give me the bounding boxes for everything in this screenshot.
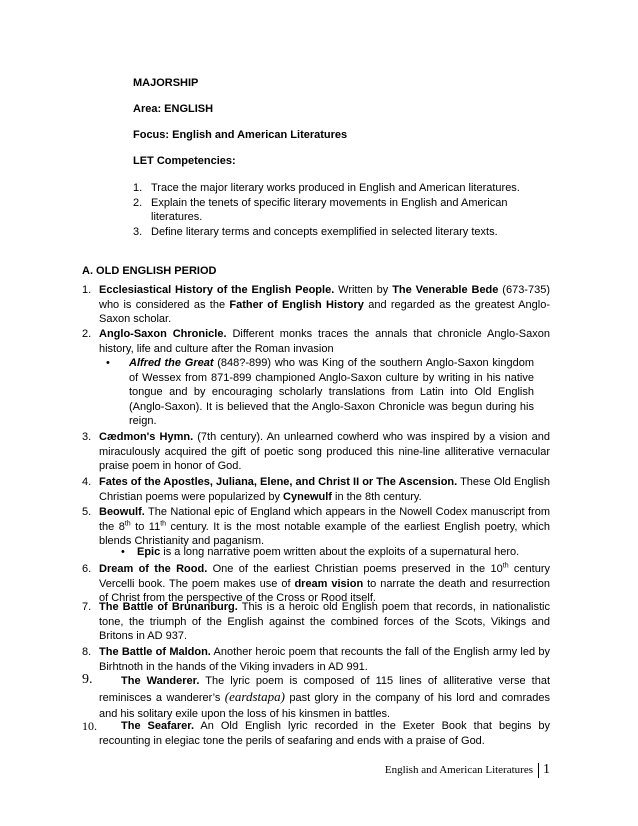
list-item: 7. The Battle of Brunanburg. This is a heroic old English poem that records, in nationalistic tone, the triumph of the English against the combined forces of the Scots, Vikings and Britons in AD 937.	[82, 601, 550, 642]
focus-heading: Focus: English and American Literatures	[133, 129, 348, 141]
list-item: 5. Beowulf. The National epic of England which appears in the Nowell Codex manuscript from the 8th to 11th century. It is the most notable example of the earliest English poetry, which blends Christianity and paganism.	[82, 506, 550, 547]
section-heading: A. OLD ENGLISH PERIOD	[82, 265, 217, 277]
list-item: 1. Ecclesiastical History of the English People. Written by The Venerable Bede (673-735) who is considered as the Father of English History and regarded as the greatest Anglo-Saxon scholar.	[82, 284, 550, 325]
let-competencies-heading: LET Competencies:	[133, 155, 236, 167]
area-heading: Area: ENGLISH	[133, 103, 214, 115]
list-item: 10. The Seafarer. An Old English lyric recorded in the Exeter Book that begins by recounting in elegiac tone the perils of seafaring and ends with a praise of God.	[82, 719, 551, 747]
list-item: 8. The Battle of Maldon. Another heroic poem that recounts the fall of the English army led by Birhtnoth in the hands of the Viking invaders in AD 991.	[82, 646, 550, 673]
list-item: 9. The Wanderer. The lyric poem is composed of 115 lines of alliterative verse that reminisces a wanderer’s (eardstapa) past glory in the company of his lord and comrades and his solitary exile upon the loss of his kinsmen in battles.	[82, 672, 551, 720]
bullet-item: • Epic is a long narrative poem written about the exploits of a supernatural hero.	[121, 546, 520, 558]
page-footer	[385, 763, 550, 778]
competencies-list	[133, 181, 553, 239]
list-item: 4. Fates of the Apostles, Juliana, Elene, and Christ II or The Ascension. These Old English Christian poems were popularized by Cynewulf in the 8th century.	[82, 476, 550, 503]
footer-title: English and American Literatures	[384, 764, 533, 777]
bullet-item: • Alfred the Great (848?-899) who was King of the southern Anglo-Saxon kingdom of Wessex from 871-899 championed Anglo-Saxon culture by writing in his native tongue and by encouraging scholarly translations from Latin into Old English (Anglo-Saxon). It is believed that the Anglo-Saxon Chronicle was begun during his reign.	[106, 357, 534, 427]
footer-divider	[538, 763, 539, 778]
list-item: 2. Anglo-Saxon Chronicle. Different monks traces the annals that chronicle Anglo-Saxon history, life and culture after the Roman invasion	[82, 328, 550, 355]
majorship-heading: MAJORSHIP	[133, 77, 199, 89]
list-item: 3. Cædmon's Hymn. (7th century). An unlearned cowherd who was inspired by a vision and miraculously acquired the gift of poetic song produced this nine-line alliterative vernacular praise poem in honor of God.	[82, 431, 550, 472]
page-number: 1	[543, 762, 550, 778]
competency-item: 1. Trace the major literary works produced in English and American literatures.	[133, 182, 520, 194]
competency-item: 2. Explain the tenets of specific literary movements in English and American literatures.	[133, 196, 508, 223]
competency-item: 3. Define literary terms and concepts exemplified in selected literary texts.	[133, 225, 498, 238]
list-item: 6. Dream of the Rood. One of the earliest Christian poems preserved in the 10th century Vercelli book. The poem makes use of dream vision to narrate the death and resurrection of Christ from the perspective of the Cross or Rood itself.	[82, 562, 551, 604]
